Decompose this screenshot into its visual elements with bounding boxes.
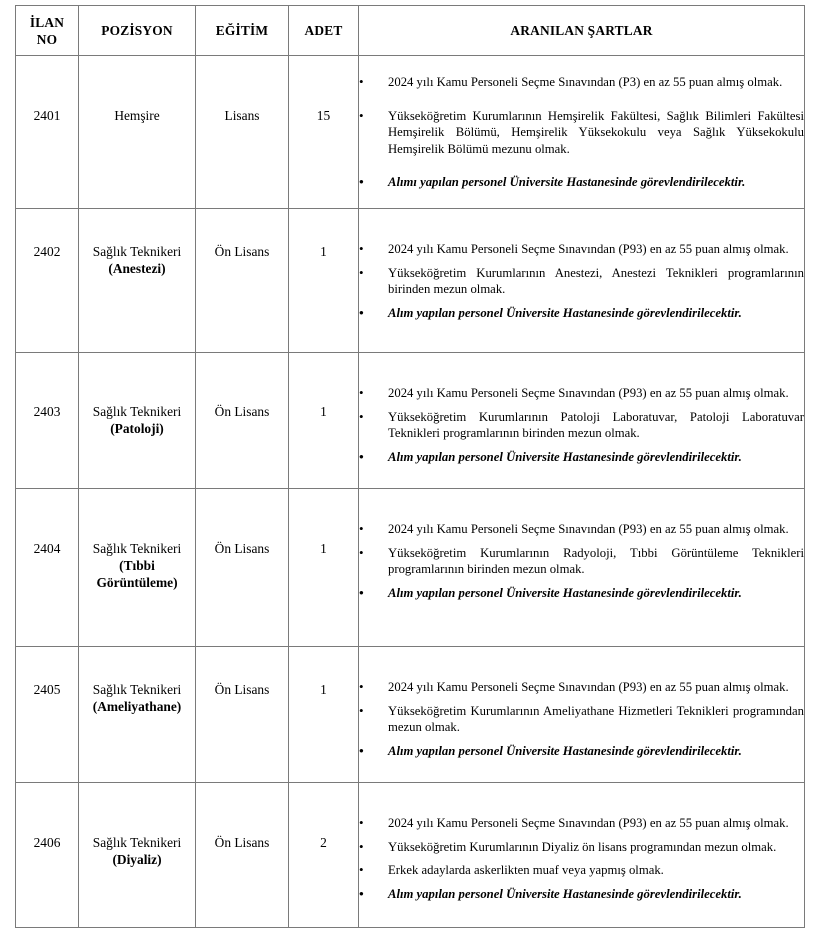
table-header-row	[16, 6, 805, 56]
count: 1	[320, 541, 327, 556]
ilan-no-cell	[16, 209, 79, 353]
position-title: Hemşire	[114, 108, 160, 123]
ilan-no: 2404	[33, 541, 61, 556]
ilan-no-cell	[16, 56, 79, 209]
education-cell	[196, 647, 289, 783]
position-cell	[79, 209, 196, 353]
education-cell	[196, 353, 289, 489]
requirement-item: • 2024 yılı Kamu Personeli Seçme Sınavından (P3) en az 55 puan almış olmak.	[359, 74, 804, 91]
position-title: Sağlık Teknikeri	[92, 835, 182, 850]
requirement-note: • Alım yapılan personel Üniversite Hastanesinde görevlendirilecektir.	[359, 305, 804, 322]
position-subtitle: (Patoloji)	[110, 421, 164, 436]
requirements-cell	[359, 489, 805, 647]
requirements-cell	[359, 647, 805, 783]
ilan-no: 2405	[33, 682, 61, 697]
ilan-no-cell	[16, 783, 79, 928]
position-cell	[79, 353, 196, 489]
education: Ön Lisans	[214, 682, 270, 697]
requirement-item: • Yükseköğretim Kurumlarının Anestezi, Anestezi Teknikleri programlarının birinden mezun olmak.	[359, 265, 804, 298]
requirement-item: • Yükseköğretim Kurumlarının Patoloji Laboratuvar, Patoloji Laboratuvar Teknikleri programlarının birinden mezun olmak.	[359, 409, 804, 442]
ilan-no: 2406	[33, 835, 61, 850]
requirement-item: • 2024 yılı Kamu Personeli Seçme Sınavından (P93) en az 55 puan almış olmak.	[359, 385, 804, 402]
position-title: Sağlık Teknikeri	[92, 404, 182, 419]
education: Lisans	[224, 108, 260, 123]
requirement-item: • 2024 yılı Kamu Personeli Seçme Sınavından (P93) en az 55 puan almış olmak.	[359, 521, 804, 538]
requirements-list	[359, 521, 804, 601]
ilan-no-cell	[16, 489, 79, 647]
requirement-item: • 2024 yılı Kamu Personeli Seçme Sınavından (P93) en az 55 puan almış olmak.	[359, 241, 804, 258]
ilan-no: 2402	[33, 244, 61, 259]
requirement-note: • Alım yapılan personel Üniversite Hastanesinde görevlendirilecektir.	[359, 585, 804, 602]
count-cell	[289, 489, 359, 647]
table-row	[16, 489, 805, 647]
count: 1	[320, 404, 327, 419]
count-cell	[289, 647, 359, 783]
education-cell	[196, 56, 289, 209]
requirement-note: • Alım yapılan personel Üniversite Hastanesinde görevlendirilecektir.	[359, 886, 804, 903]
job-listings-table	[15, 5, 805, 928]
education: Ön Lisans	[214, 835, 270, 850]
count: 2	[320, 835, 327, 850]
requirement-item: • 2024 yılı Kamu Personeli Seçme Sınavından (P93) en az 55 puan almış olmak.	[359, 815, 804, 832]
position-cell	[79, 647, 196, 783]
table-row	[16, 783, 805, 928]
requirement-item: • Yükseköğretim Kurumlarının Ameliyathane Hizmetleri Teknikleri programından mezun olmak.	[359, 703, 804, 736]
ilan-no: 2403	[33, 404, 61, 419]
header-adet: ADET	[289, 6, 359, 56]
position-title: Sağlık Teknikeri	[92, 682, 182, 697]
count-cell	[289, 353, 359, 489]
table-row	[16, 647, 805, 783]
education: Ön Lisans	[214, 404, 270, 419]
position-cell	[79, 783, 196, 928]
position-subtitle: (Ameliyathane)	[92, 699, 182, 714]
requirements-list	[359, 74, 804, 191]
position-cell	[79, 56, 196, 209]
requirement-item: • Erkek adaylarda askerlikten muaf veya yapmış olmak.	[359, 862, 804, 879]
education-cell	[196, 783, 289, 928]
ilan-no-cell	[16, 353, 79, 489]
ilan-no-cell	[16, 647, 79, 783]
requirement-item: • 2024 yılı Kamu Personeli Seçme Sınavından (P93) en az 55 puan almış olmak.	[359, 679, 804, 696]
count: 1	[320, 682, 327, 697]
education: Ön Lisans	[214, 541, 270, 556]
table-row	[16, 56, 805, 209]
count-cell	[289, 209, 359, 353]
position-cell	[79, 489, 196, 647]
requirements-cell	[359, 56, 805, 209]
requirements-cell	[359, 209, 805, 353]
position-subtitle: (Anestezi)	[108, 261, 166, 276]
requirement-item: • Yükseköğretim Kurumlarının Diyaliz ön lisans programından mezun olmak.	[359, 839, 804, 856]
requirements-list	[359, 241, 804, 321]
position-title: Sağlık Teknikeri	[92, 244, 182, 259]
requirements-list	[359, 385, 804, 465]
requirement-note: • Alım yapılan personel Üniversite Hastanesinde görevlendirilecektir.	[359, 743, 804, 760]
header-pozisyon: POZİSYON	[79, 6, 196, 56]
count: 15	[316, 108, 331, 123]
requirements-list	[359, 815, 804, 902]
requirement-item: • Yükseköğretim Kurumlarının Radyoloji, Tıbbi Görüntüleme Teknikleri programlarının birinden mezun olmak.	[359, 545, 804, 578]
position-subtitle: (Diyaliz)	[112, 852, 162, 867]
requirements-cell	[359, 353, 805, 489]
requirements-list	[359, 679, 804, 759]
header-egitim: EĞİTİM	[196, 6, 289, 56]
count: 1	[320, 244, 327, 259]
header-sartlar: ARANILAN ŞARTLAR	[359, 6, 805, 56]
education: Ön Lisans	[214, 244, 270, 259]
education-cell	[196, 209, 289, 353]
position-title: Sağlık Teknikeri	[92, 541, 182, 556]
education-cell	[196, 489, 289, 647]
ilan-no: 2401	[33, 108, 61, 123]
requirement-note: • Alımı yapılan personel Üniversite Hastanesinde görevlendirilecektir.	[359, 174, 804, 191]
count-cell	[289, 56, 359, 209]
header-ilan-no: İLAN NO	[16, 6, 79, 56]
position-subtitle: (Tıbbi Görüntüleme)	[96, 558, 178, 590]
count-cell	[289, 783, 359, 928]
requirements-cell	[359, 783, 805, 928]
requirement-item: • Yükseköğretim Kurumlarının Hemşirelik Fakültesi, Sağlık Bilimleri Fakültesi Hemşirelik Bölümü, Hemşirelik Yüksekokulu veya Sağlık Yüksekokulu Hemşirelik Bölümü mezunu olmak.	[359, 108, 804, 158]
table-row	[16, 209, 805, 353]
requirement-note: • Alım yapılan personel Üniversite Hastanesinde görevlendirilecektir.	[359, 449, 804, 466]
table-row	[16, 353, 805, 489]
